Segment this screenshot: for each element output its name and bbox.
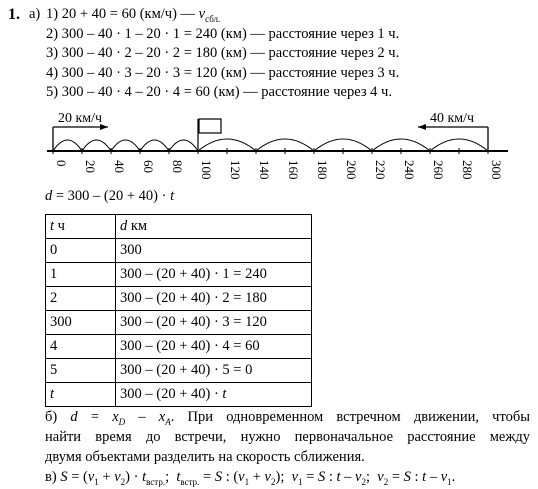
part-b-formula: $d = x_D - x_A$. bbox=[70, 409, 175, 427]
left-jump-arc bbox=[82, 140, 111, 151]
part-v-label: в) bbox=[45, 469, 57, 485]
meeting-point-box bbox=[199, 119, 221, 133]
tick-label: 180 bbox=[315, 160, 330, 180]
table-cell: 300 – (20 + 40) · 1 = 240 bbox=[116, 263, 312, 287]
tick-label: 40 bbox=[112, 160, 127, 173]
tick-label: 220 bbox=[373, 160, 388, 180]
left-jump-arc bbox=[140, 140, 169, 151]
part-a-line-4 bbox=[46, 65, 399, 82]
part-b-line-2: найти время до встречи, нужно первоначальное расстояние между bbox=[45, 429, 530, 445]
left-jump-arc bbox=[111, 140, 140, 151]
table-cell: 300 – (20 + 40) · 4 = 60 bbox=[116, 335, 312, 359]
tick-label: 140 bbox=[257, 160, 272, 180]
line-text: 300 – 40 · 3 – 20 · 3 = 120 (км) — расстояние через 3 ч. bbox=[61, 64, 400, 81]
line-number: 3) bbox=[46, 45, 62, 61]
table-row bbox=[46, 311, 312, 335]
arrow-left-icon bbox=[418, 124, 426, 130]
left-jump-arc bbox=[53, 140, 82, 151]
time-distance-table bbox=[45, 214, 312, 407]
table-cell: 2 bbox=[46, 287, 116, 311]
table-cell: 4 bbox=[46, 335, 116, 359]
table-header-row bbox=[46, 215, 312, 239]
line-text: 300 – 40 · 1 – 20 · 1 = 240 (км) — расстояние через 1 ч. bbox=[61, 25, 400, 42]
tick-label: 260 bbox=[431, 160, 446, 180]
part-a-line-2 bbox=[46, 26, 399, 43]
table-cell: 300 – (20 + 40) · 3 = 120 bbox=[116, 311, 312, 335]
table-header-cell: t ч bbox=[46, 215, 116, 239]
tick-label: 0 bbox=[54, 160, 69, 167]
table-row bbox=[46, 263, 312, 287]
part-a-label: а) bbox=[29, 6, 41, 22]
part-a-line-1: 1) 20 + 40 = 60 (км/ч) — $v_{сбл.}$ bbox=[46, 6, 221, 24]
line-number: 2) bbox=[46, 25, 62, 42]
left-jump-arc bbox=[169, 140, 198, 151]
tick-label: 80 bbox=[170, 160, 185, 173]
tick-label: 160 bbox=[286, 160, 301, 180]
line-number: 1) bbox=[46, 6, 62, 22]
table-row bbox=[46, 335, 312, 359]
tick-label: 100 bbox=[199, 160, 214, 180]
table-row bbox=[46, 359, 312, 383]
line-number: 5) bbox=[46, 84, 62, 100]
line-text: 300 – 40 · 2 – 20 · 2 = 180 (км) — расстояние через 2 ч. bbox=[61, 45, 400, 61]
tick-label: 300 bbox=[489, 160, 504, 180]
speed-variable: v bbox=[198, 6, 206, 22]
table-cell: 300 bbox=[46, 311, 116, 335]
tick-label: 240 bbox=[402, 160, 417, 180]
distance-formula: d = 300 – (20 + 40) · t bbox=[45, 188, 175, 204]
tick-label: 60 bbox=[141, 160, 156, 173]
table-header-cell: d км bbox=[116, 215, 312, 239]
part-b-label: б) bbox=[45, 409, 58, 425]
line-number: 4) bbox=[46, 64, 62, 81]
table-cell: 5 bbox=[46, 359, 116, 383]
table-cell: t bbox=[46, 383, 116, 407]
line-text: 300 – 40 · 4 – 20 · 4 = 60 (км) — расстояние через 4 ч. bbox=[61, 84, 392, 100]
part-b-line-3: двумя объектами разделить на скорость сближения. bbox=[45, 449, 365, 465]
tick-label: 200 bbox=[344, 160, 359, 180]
right-speed-label: 40 км/ч bbox=[430, 111, 475, 126]
tick-label: 280 bbox=[460, 160, 475, 180]
part-v-formulas: $S = (v_1 + v_2) \cdot t_{встр.}$; $t_{встр.} = S$ : $(v_1 + v_2)$; $v_1 = S$ : t – $v_2$; $v_2 = S$ : t – $v_1$. bbox=[60, 469, 456, 487]
tick-label: 20 bbox=[83, 160, 98, 173]
part-a-line-5 bbox=[46, 84, 392, 101]
tick-label: 120 bbox=[228, 160, 243, 180]
table-cell: 300 – (20 + 40) · t bbox=[116, 383, 312, 407]
table-row bbox=[46, 239, 312, 263]
table-cell: 300 – (20 + 40) · 2 = 180 bbox=[116, 287, 312, 311]
table-cell: 1 bbox=[46, 263, 116, 287]
left-speed-label: 20 км/ч bbox=[58, 111, 103, 126]
table-cell: 0 bbox=[46, 239, 116, 263]
problem-number: 1. bbox=[8, 6, 20, 23]
part-a-line-3 bbox=[46, 45, 399, 62]
table-cell: 300 bbox=[116, 239, 312, 263]
part-b-line-1: б) $d = x_D - x_A$. При одновременном встречном движении, чтобы bbox=[45, 409, 530, 427]
table-row bbox=[46, 287, 312, 311]
line-text: 20 + 40 = 60 (км/ч) — bbox=[61, 6, 199, 22]
table-row bbox=[46, 383, 312, 407]
part-v-line bbox=[45, 469, 455, 487]
table-cell: 300 – (20 + 40) · 5 = 0 bbox=[116, 359, 312, 383]
